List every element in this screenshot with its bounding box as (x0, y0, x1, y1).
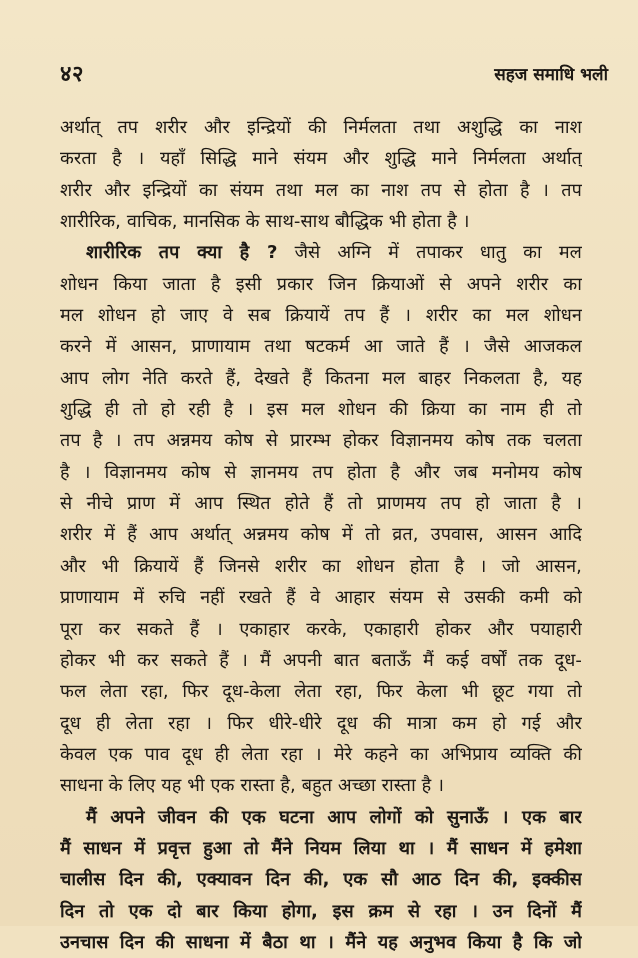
text-line-content: मैं साधन में प्रवृत्त हुआ तो मैंने नियम लिया था । मैं साधन में हमेशा (60, 837, 582, 859)
text-line-content: शरीर में हैं आप अर्थात् अन्नमय कोष में तो व्रत, उपवास, आसन आदि (60, 524, 582, 546)
text-line (60, 582, 582, 613)
text-line-content: और भी क्रियायें हैं जिनसे शरीर का शोधन होता है । जो आसन, (60, 555, 582, 577)
text-line (60, 519, 582, 550)
text-line (60, 551, 582, 582)
text-line-content: करता है । यहाँ सिद्धि माने संयम और शुद्धि माने निर्मलता अर्थात् (60, 148, 582, 170)
text-line (60, 614, 582, 645)
text-line (60, 363, 582, 394)
running-title: सहज समाधि भली (494, 64, 608, 85)
text-line-content: होकर भी कर सकते हैं । मैं अपनी बात बताऊँ मैं कई वर्षों तक दूध- (60, 649, 582, 671)
text-line-content: से नीचे प्राण में आप स्थित होते हैं तो प्राणमय तप हो जाता है । (60, 493, 582, 515)
page-header (60, 58, 608, 88)
text-line-content: शारीरिक, वाचिक, मानसिक के साथ-साथ बौद्धिक भी होता है । (60, 211, 470, 233)
text-line-content: प्राणायाम में रुचि नहीं रखते हैं वे आहार संयम से उसकी कमी को (60, 587, 582, 609)
text-line-content: शुद्धि ही तो हो रही है । इस मल शोधन की क्रिया का नाम ही तो (60, 399, 582, 421)
text-line-content: आप लोग नेति करते हैं, देखते हैं कितना मल बाहर निकलता है, यह (60, 367, 582, 389)
text-line (60, 927, 582, 958)
text-line (60, 206, 582, 237)
text-line (60, 237, 582, 268)
text-line (60, 112, 582, 143)
text-line (60, 300, 582, 331)
section-heading: शारीरिक तप क्या है ? (86, 242, 278, 264)
text-line (60, 175, 582, 206)
text-line-content: पूरा कर सकते हैं । एकाहार करके, एकाहारी होकर और पयाहारी (60, 618, 582, 640)
text-line (60, 425, 582, 456)
text-line (60, 739, 582, 770)
text-line (60, 833, 582, 864)
text-line-content: उनचास दिन की साधना में बैठा था । मैंने यह अनुभव किया है कि जो (60, 931, 582, 953)
text-line-content: मल शोधन हो जाए वे सब क्रियायें तप हैं । शरीर का मल शोधन (60, 305, 582, 327)
text-line-content: फल लेता रहा, फिर दूध-केला लेता रहा, फिर केला भी छूट गया तो (60, 681, 582, 703)
text-line-content: दिन तो एक दो बार किया होगा, इस क्रम से रहा । उन दिनों मैं (60, 900, 582, 922)
text-line (60, 802, 582, 833)
text-line-content: जैसे अग्नि में तपाकर धातु का मल (277, 242, 582, 264)
text-line-content: है । विज्ञानमय कोष से ज्ञानमय तप होता है और जब मनोमय कोष (60, 461, 582, 483)
text-line-content: मैं अपने जीवन की एक घटना आप लोगों को सुनाऊँ । एक बार (86, 806, 582, 828)
body-text (60, 112, 582, 958)
text-line (60, 331, 582, 362)
text-line-content: केवल एक पाव दूध ही लेता रहा । मेरे कहने का अभिप्राय व्यक्ति की (60, 743, 582, 765)
text-line (60, 143, 582, 174)
text-line (60, 269, 582, 300)
text-line-content: करने में आसन, प्राणायाम तथा षटकर्म आ जाते हैं । जैसे आजकल (60, 336, 582, 358)
text-line (60, 864, 582, 895)
text-line (60, 676, 582, 707)
page-number: ४२ (60, 62, 84, 87)
text-line-content: शोधन किया जाता है इसी प्रकार जिन क्रियाओं से अपने शरीर का (60, 273, 582, 295)
text-line (60, 488, 582, 519)
text-line-content: तप है । तप अन्नमय कोष से प्रारम्भ होकर विज्ञानमय कोष तक चलता (60, 430, 582, 452)
text-line (60, 645, 582, 676)
text-line-content: साधना के लिए यह भी एक रास्ता है, बहुत अच्छा रास्ता है । (60, 775, 445, 797)
text-line (60, 394, 582, 425)
text-line (60, 457, 582, 488)
text-line (60, 770, 582, 801)
text-line (60, 896, 582, 927)
text-line-content: चालीस दिन की, एक्यावन दिन की, एक सौ आठ दिन की, इक्कीस (60, 869, 582, 891)
text-line (60, 708, 582, 739)
text-line-content: दूध ही लेता रहा । फिर धीरे-धीरे दूध की मात्रा कम हो गई और (60, 712, 582, 734)
text-line-content: शरीर और इन्द्रियों का संयम तथा मल का नाश तप से होता है । तप (60, 179, 582, 201)
text-line-content: अर्थात् तप शरीर और इन्द्रियों की निर्मलता तथा अशुद्धि का नाश (60, 117, 582, 138)
